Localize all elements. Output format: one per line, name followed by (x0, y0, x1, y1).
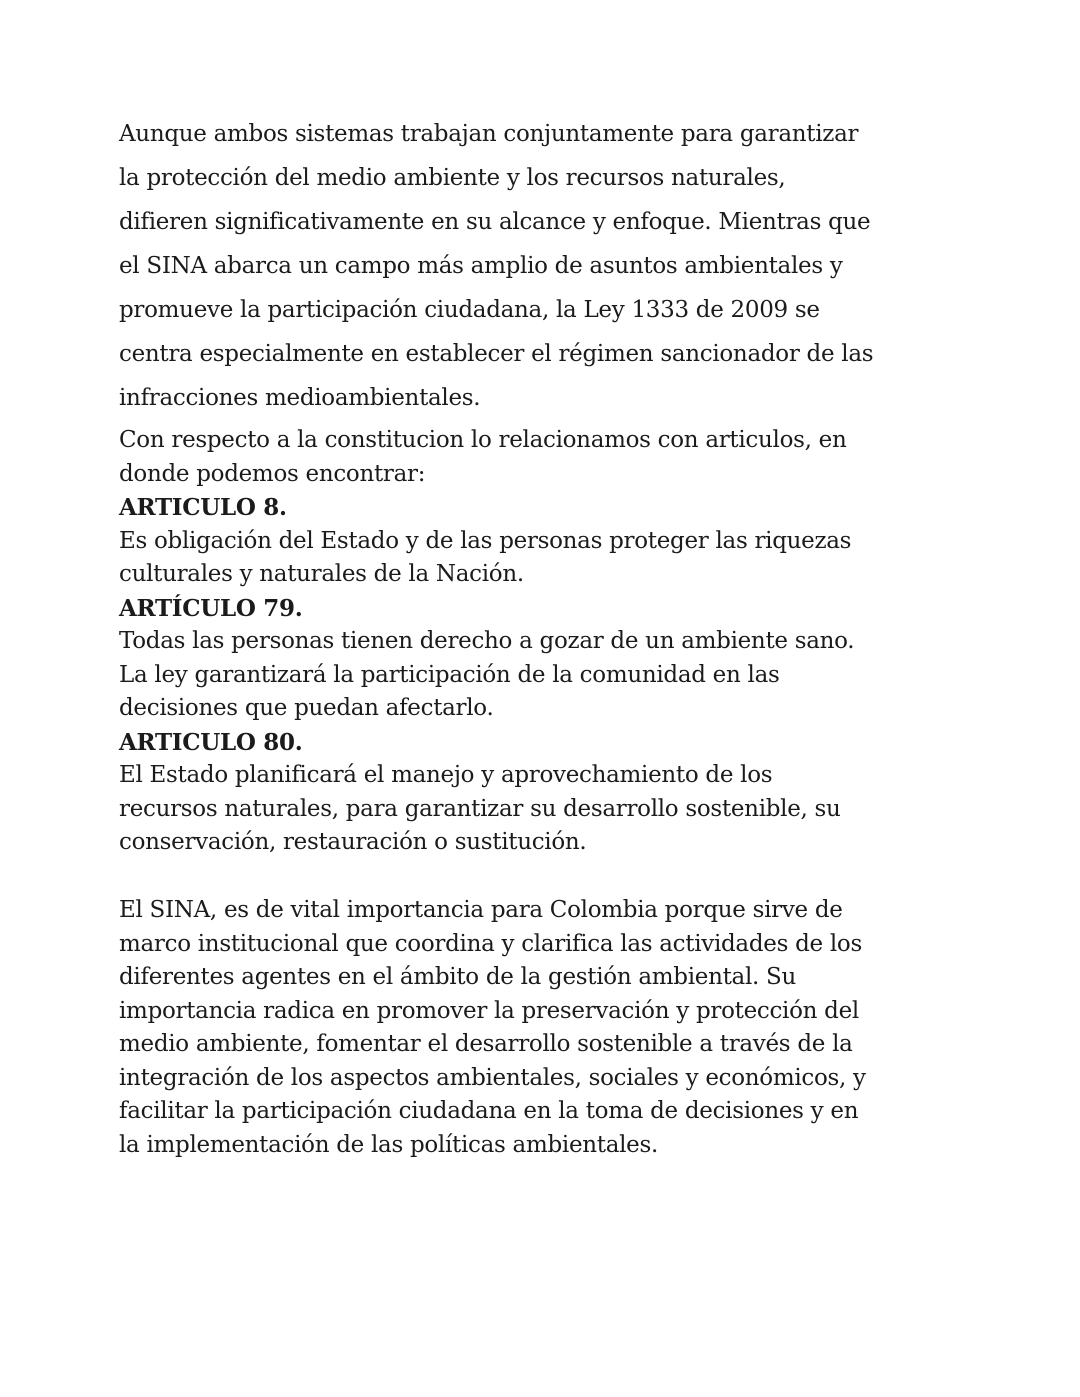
article-8-text: Es obligación del Estado y de las personas proteger las riquezas (119, 527, 852, 554)
article-80-text: recursos naturales, para garantizar su desarrollo sostenible, su (119, 795, 841, 822)
paragraph-line: integración de los aspectos ambientales, sociales y económicos, y (119, 1064, 866, 1091)
paragraph-line: promueve la participación ciudadana, la Ley 1333 de 2009 se (119, 297, 820, 323)
intro-line: donde podemos encontrar: (119, 460, 426, 487)
article-79-heading: ARTÍCULO 79. (119, 594, 303, 622)
paragraph-line: centra especialmente en establecer el régimen sancionador de las (119, 341, 874, 367)
paragraph-line: el SINA abarca un campo más amplio de asuntos ambientales y (119, 253, 843, 279)
article-8-heading: ARTICULO 8. (119, 494, 287, 521)
paragraph-systems-comparison (119, 112, 919, 420)
paragraph-sina-importance (119, 894, 919, 1162)
article-79-text: decisiones que puedan afectarlo. (119, 695, 494, 721)
article-79-text: Todas las personas tienen derecho a gozar de un ambiente sano. (119, 628, 855, 654)
paragraph-line: la protección del medio ambiente y los recursos naturales, (119, 165, 786, 191)
paragraph-line: difieren significativamente en su alcance y enfoque. Mientras que (119, 209, 871, 235)
article-80-text: conservación, restauración o sustitución. (119, 829, 587, 855)
article-80-text: El Estado planificará el manejo y aprovechamiento de los (119, 762, 773, 788)
paragraph-line: la implementación de las políticas ambientales. (119, 1131, 659, 1158)
constitution-section (119, 424, 919, 860)
intro-line: Con respecto a la constitucion lo relacionamos con articulos, en (119, 427, 847, 453)
article-79-text: La ley garantizará la participación de la comunidad en las (119, 661, 780, 688)
paragraph-line: El SINA, es de vital importancia para Colombia porque sirve de (119, 897, 843, 923)
paragraph-line: marco institucional que coordina y clarifica las actividades de los (119, 930, 862, 957)
paragraph-line: Aunque ambos sistemas trabajan conjuntamente para garantizar (119, 121, 859, 147)
paragraph-line: medio ambiente, fomentar el desarrollo sostenible a través de la (119, 1031, 853, 1057)
paragraph-line: diferentes agentes en el ámbito de la gestión ambiental. Su (119, 964, 796, 990)
paragraph-line: facilitar la participación ciudadana en la toma de decisiones y en (119, 1098, 859, 1124)
paragraph-line: importancia radica en promover la preservación y protección del (119, 997, 859, 1024)
article-80-heading: ARTICULO 80. (119, 728, 303, 756)
paragraph-line: infracciones medioambientales. (119, 385, 481, 411)
article-8-text: culturales y naturales de la Nación. (119, 561, 524, 587)
